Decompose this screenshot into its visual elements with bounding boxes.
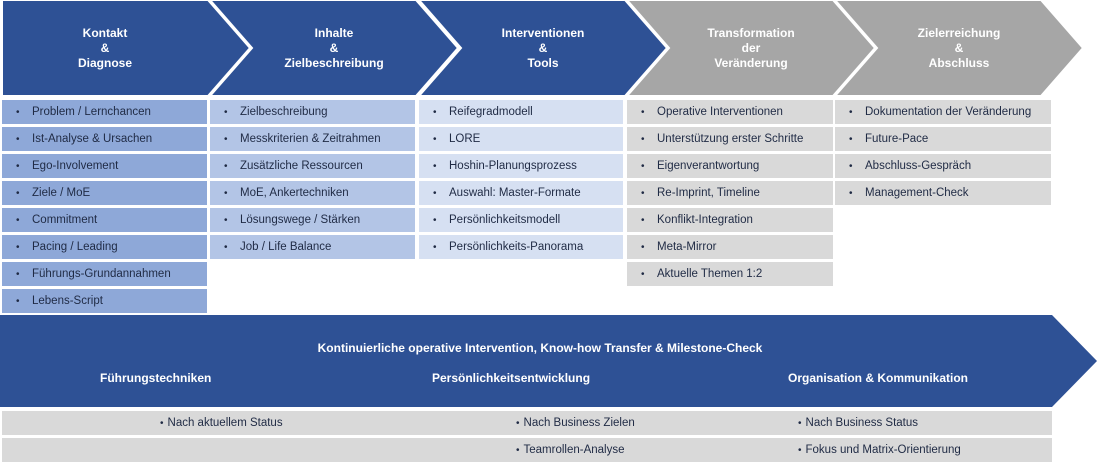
phase-items-1 bbox=[2, 100, 207, 316]
phase-chevron-5 bbox=[835, 0, 1083, 96]
list-item-label: Commitment bbox=[32, 214, 98, 226]
list-item-label: Unterstützung erster Schritte bbox=[657, 133, 804, 145]
list-item-label: LORE bbox=[449, 133, 481, 145]
list-item bbox=[210, 154, 415, 178]
list-item-label: Job / Life Balance bbox=[240, 241, 332, 253]
list-item-label: Konflikt-Integration bbox=[657, 214, 753, 226]
list-item-label: Reifegradmodell bbox=[449, 106, 533, 118]
bullet-icon: • bbox=[849, 133, 853, 145]
list-item-label: Future-Pace bbox=[865, 133, 929, 145]
list-item bbox=[627, 262, 833, 286]
list-item bbox=[419, 127, 623, 151]
phase-title-line: Abschluss bbox=[928, 55, 990, 70]
list-item-label: Ist-Analyse & Ursachen bbox=[32, 133, 153, 145]
list-item-label: Persönlichkeits-Panorama bbox=[449, 241, 584, 253]
list-item bbox=[2, 154, 207, 178]
banner-headline: Kontinuierliche operative Intervention, Know-how Transfer & Milestone-Check bbox=[317, 341, 763, 355]
list-item-label: Lebens-Script bbox=[32, 295, 103, 307]
list-item bbox=[835, 100, 1051, 124]
list-item bbox=[210, 100, 415, 124]
bullet-icon: • bbox=[641, 187, 645, 199]
bullet-icon: • bbox=[16, 106, 20, 118]
phase-title-line: Transformation bbox=[707, 25, 795, 40]
phase-title bbox=[877, 0, 1041, 96]
list-item-label: Pacing / Leading bbox=[32, 241, 118, 253]
list-item-label: Persönlichkeitsmodell bbox=[449, 214, 561, 226]
bullet-icon: • bbox=[433, 133, 437, 145]
list-item bbox=[627, 100, 833, 124]
list-item bbox=[419, 154, 623, 178]
list-item bbox=[2, 289, 207, 313]
area-title: Führungstechniken bbox=[100, 371, 212, 385]
bullet-icon: • bbox=[16, 268, 20, 280]
bullet-icon: • bbox=[16, 187, 20, 199]
phase-title-line: & bbox=[954, 40, 964, 55]
phase-items-5 bbox=[835, 100, 1051, 208]
list-item bbox=[2, 235, 207, 259]
bullet-icon: • bbox=[16, 214, 20, 226]
phase-title-line: & bbox=[329, 40, 339, 55]
list-item bbox=[627, 127, 833, 151]
bullet-icon: • bbox=[849, 160, 853, 172]
bullet-icon: • bbox=[849, 187, 853, 199]
list-item bbox=[627, 235, 833, 259]
list-item bbox=[210, 127, 415, 151]
bullet-icon: • bbox=[433, 160, 437, 172]
list-item bbox=[2, 100, 207, 124]
list-item-label: Hoshin-Planungsprozess bbox=[449, 160, 577, 172]
area-item bbox=[160, 411, 283, 435]
bullet-icon: • bbox=[160, 417, 164, 429]
area-item-label: Teamrollen-Analyse bbox=[523, 444, 625, 456]
phase-title-line: Veränderung bbox=[714, 55, 788, 70]
bullet-icon: • bbox=[641, 268, 645, 280]
bullet-icon: • bbox=[224, 187, 228, 199]
list-item-label: Aktuelle Themen 1:2 bbox=[657, 268, 763, 280]
phase-title bbox=[2, 0, 208, 96]
bullet-icon: • bbox=[224, 214, 228, 226]
phase-title bbox=[669, 0, 833, 96]
banner-arrow-shape bbox=[0, 315, 1100, 407]
area-title: Organisation & Kommunikation bbox=[788, 371, 969, 385]
bullet-icon: • bbox=[224, 160, 228, 172]
list-item bbox=[2, 127, 207, 151]
list-item bbox=[627, 154, 833, 178]
bullet-icon: • bbox=[516, 444, 520, 456]
list-item-label: Lösungswege / Stärken bbox=[240, 214, 361, 226]
list-item-label: Messkriterien & Zeitrahmen bbox=[240, 133, 381, 145]
list-item-label: Operative Interventionen bbox=[657, 106, 783, 118]
list-item-label: Management-Check bbox=[865, 187, 969, 199]
phase-title-line: & bbox=[100, 40, 110, 55]
phase-title-line: Diagnose bbox=[77, 55, 132, 70]
list-item bbox=[2, 262, 207, 286]
bullet-icon: • bbox=[849, 106, 853, 118]
list-item-label: Zusätzliche Ressourcen bbox=[240, 160, 363, 172]
list-item bbox=[210, 208, 415, 232]
bullet-icon: • bbox=[16, 241, 20, 253]
bullet-icon: • bbox=[798, 444, 802, 456]
bullet-icon: • bbox=[16, 133, 20, 145]
phase-title-line: Zielbeschreibung bbox=[284, 55, 384, 70]
list-item bbox=[419, 208, 623, 232]
list-item bbox=[419, 100, 623, 124]
bullet-icon: • bbox=[16, 295, 20, 307]
phase-title bbox=[461, 0, 625, 96]
list-item bbox=[419, 235, 623, 259]
list-item bbox=[835, 181, 1051, 205]
bullet-icon: • bbox=[433, 241, 437, 253]
area-item bbox=[798, 411, 918, 435]
bullet-icon: • bbox=[798, 417, 802, 429]
phase-title bbox=[252, 0, 416, 96]
bullet-icon: • bbox=[433, 106, 437, 118]
bullet-icon: • bbox=[641, 133, 645, 145]
area-item-label: Nach Business Status bbox=[805, 417, 919, 429]
phase-title-line: Zielerreichung bbox=[917, 25, 1001, 40]
phase-items-3 bbox=[419, 100, 623, 262]
bullet-icon: • bbox=[516, 417, 520, 429]
area-item-label: Nach aktuellem Status bbox=[167, 417, 283, 429]
list-item bbox=[210, 235, 415, 259]
bullet-icon: • bbox=[224, 106, 228, 118]
list-item-label: Zielbeschreibung bbox=[240, 106, 328, 118]
bullet-icon: • bbox=[641, 106, 645, 118]
continuous-intervention-banner bbox=[0, 315, 1100, 407]
list-item bbox=[835, 127, 1051, 151]
list-item bbox=[627, 208, 833, 232]
list-item-label: Ego-Involvement bbox=[32, 160, 119, 172]
list-item bbox=[2, 181, 207, 205]
bullet-icon: • bbox=[433, 187, 437, 199]
phase-title-line: & bbox=[538, 40, 548, 55]
phase-title-line: Interventionen bbox=[501, 25, 585, 40]
bullet-icon: • bbox=[224, 133, 228, 145]
area-title: Persönlichkeitsentwicklung bbox=[432, 371, 591, 385]
area-item-label: Nach Business Zielen bbox=[523, 417, 635, 429]
phase-items-2 bbox=[210, 100, 415, 262]
area-item-label: Fokus und Matrix-Orientierung bbox=[805, 444, 961, 456]
list-item-label: Dokumentation der Veränderung bbox=[865, 106, 1032, 118]
list-item-label: Re-Imprint, Timeline bbox=[657, 187, 760, 199]
phase-title-line: Tools bbox=[527, 55, 559, 70]
area-item bbox=[516, 438, 625, 462]
bullet-icon: • bbox=[16, 160, 20, 172]
list-item bbox=[419, 181, 623, 205]
bullet-icon: • bbox=[641, 160, 645, 172]
list-item bbox=[2, 208, 207, 232]
area-item bbox=[798, 438, 961, 462]
bullet-icon: • bbox=[433, 214, 437, 226]
phase-title-line: Inhalte bbox=[314, 25, 354, 40]
list-item-label: Problem / Lernchancen bbox=[32, 106, 151, 118]
list-item-label: MoE, Ankertechniken bbox=[240, 187, 349, 199]
list-item-label: Meta-Mirror bbox=[657, 241, 717, 253]
phase-title-line: der bbox=[741, 40, 761, 55]
bullet-icon: • bbox=[641, 241, 645, 253]
phase-items-4 bbox=[627, 100, 833, 289]
list-item-label: Ziele / MoE bbox=[32, 187, 91, 199]
bullet-icon: • bbox=[224, 241, 228, 253]
list-item bbox=[627, 181, 833, 205]
phase-title-line: Kontakt bbox=[82, 25, 128, 40]
list-item-label: Führungs-Grundannahmen bbox=[32, 268, 171, 280]
list-item bbox=[210, 181, 415, 205]
list-item-label: Eigenverantwortung bbox=[657, 160, 760, 172]
list-item-label: Auswahl: Master-Formate bbox=[449, 187, 581, 199]
list-item bbox=[835, 154, 1051, 178]
list-item-label: Abschluss-Gespräch bbox=[865, 160, 972, 172]
bullet-icon: • bbox=[641, 214, 645, 226]
area-item bbox=[516, 411, 635, 435]
